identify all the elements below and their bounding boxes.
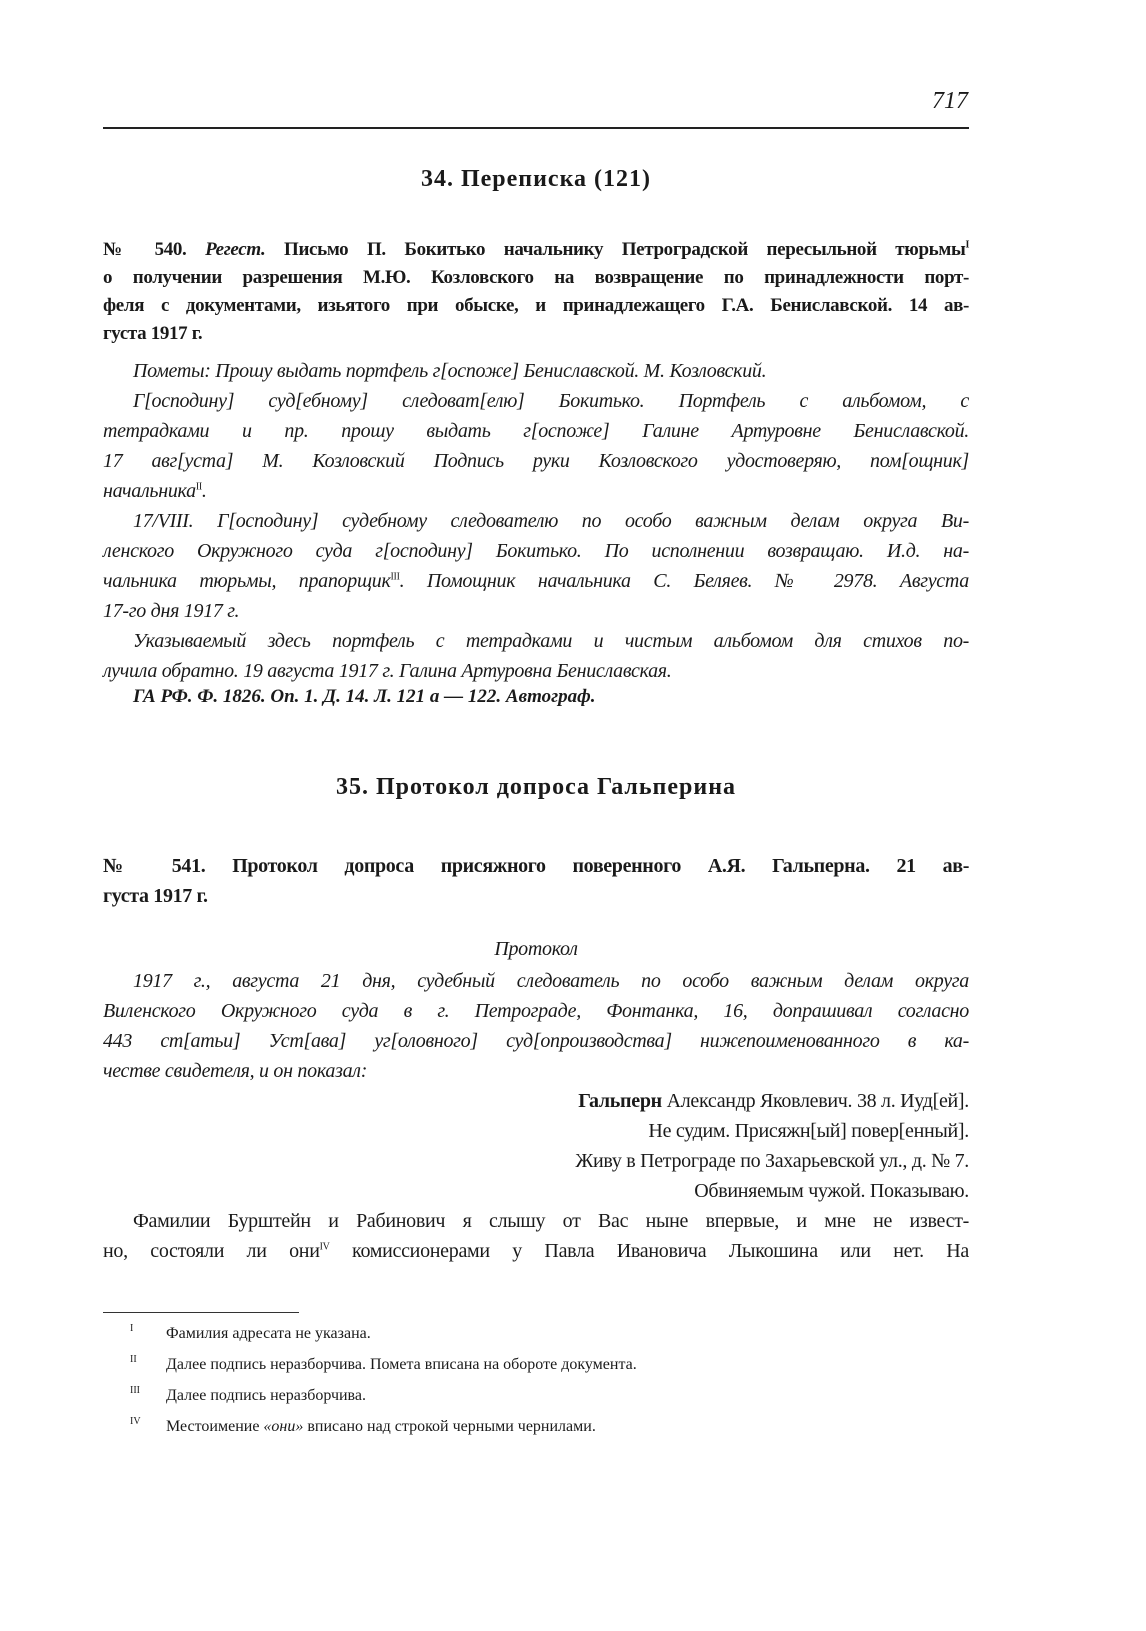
intro-line: 443 ст[атьи] Уст[ава] уг[оловного] суд[опроизводства] нижепоименованного в ка-: [103, 1030, 969, 1052]
doc-540-heading: [103, 236, 969, 348]
heading-line: феля с документами, изьятого при обыске, и принадлежащего Г.А. Бениславской. 14 ав-: [103, 295, 969, 316]
footnote-mark: IV: [130, 1416, 141, 1427]
testimony-line: Фамилии Бурштейн и Рабинович я слышу от Вас ныне впервые, и мне не извест-: [133, 1210, 969, 1232]
footnote-mark: III: [130, 1385, 140, 1396]
protocol-intro: [103, 966, 969, 1086]
footnote-mark: II: [130, 1354, 137, 1365]
note-line: 17-го дня 1917 г.: [103, 600, 240, 622]
section-35-title: 35. Протокол допроса Гальперина: [335, 774, 737, 800]
note-line: 17/VIII. Г[осподину] судебному следователю по особо важным делам округа Ви-: [133, 510, 969, 532]
witness-line: Живу в Петрограде по Захарьевской ул., д. № 7.: [575, 1150, 969, 1172]
testimony-text: комиссионерами у Павла Ивановича Лыкошина или нет. На: [329, 1240, 969, 1262]
witness-line: Обвиняемым чужой. Показываю.: [694, 1180, 969, 1202]
note-line: ленского Окружного суда г[осподину] Бокитько. По исполнении возвращаю. И.д. на-: [103, 540, 969, 562]
footnote-text: Далее подпись неразборчива. Помета вписана на обороте документа.: [166, 1356, 637, 1373]
heading-text: Письмо П. Бокитько начальнику Петроградской пересыльной тюрьмы: [265, 239, 966, 260]
footnote-rule: [103, 1312, 299, 1313]
footnote: [130, 1411, 637, 1442]
footnote-ref[interactable]: III: [390, 571, 400, 583]
heading-line: [103, 236, 969, 264]
header-rule: [103, 127, 969, 129]
note-line: 17 авг[уста] М. Козловский Подпись руки Козловского удостоверяю, пом[ощник]: [103, 450, 969, 472]
note-text: чальника тюрьмы, прапорщик: [103, 570, 391, 592]
intro-line: честве свидетеля, и он показал:: [103, 1060, 368, 1082]
witness-line: Не судим. Присяжн[ый] повер[енный].: [648, 1120, 969, 1142]
footnote-text: вписано над строкой черными чернилами.: [303, 1418, 596, 1435]
note-line: [103, 566, 969, 596]
note-text: начальника: [103, 480, 196, 502]
footnote: [130, 1380, 637, 1411]
heading-line: о получении разрешения М.Ю. Козловского на возвращение по принадлежности порт-: [103, 267, 969, 288]
section-34-title: 34. Переписка (121): [420, 166, 652, 192]
footnotes: [130, 1318, 637, 1442]
heading-line: густа 1917 г.: [103, 885, 208, 907]
footnote-emphasis: «они»: [263, 1418, 304, 1435]
heading-line: густа 1917 г.: [103, 323, 203, 344]
note-line: Г[осподину] суд[ебному] следоват[елю] Бокитько. Портфель с альбомом, с: [133, 390, 969, 412]
intro-line: 1917 г., августа 21 дня, судебный следователь по особо важным делам округа: [133, 970, 969, 992]
testimony: [103, 1206, 969, 1266]
witness-line: [103, 1086, 969, 1116]
note-line: лучила обратно. 19 августа 1917 г. Галина Артуровна Бениславская.: [103, 660, 672, 682]
footnote-text: Далее подпись неразборчива.: [166, 1387, 366, 1404]
note-text: . Помощник начальника С. Беляев. № 2978. Августа: [399, 570, 969, 592]
note-line: начальника$^{II}$.: [103, 480, 207, 502]
witness-text: Александр Яковлевич. 38 л. Иуд[ей].: [661, 1090, 969, 1112]
heading-line: № 541. Протокол допроса присяжного поверенного А.Я. Гальперна. 21 ав-: [103, 855, 969, 877]
footnote-text: Фамилия адресата не указана.: [166, 1325, 371, 1342]
testimony-text: но, состояли ли они: [103, 1240, 320, 1262]
note-line: тетрадками и пр. прошу выдать г[оспоже] Галине Артуровне Бениславской.: [103, 420, 969, 442]
footnote-mark: I: [130, 1323, 134, 1334]
doc-number: № 540.: [103, 239, 187, 260]
witness-details: [103, 1086, 969, 1206]
intro-line: Виленского Окружного суда в г. Петрограде, Фонтанка, 16, допрашивал согласно: [103, 1000, 969, 1022]
footnote-text: Местоимение: [166, 1418, 264, 1435]
footnote-ref[interactable]: I: [965, 239, 969, 251]
footnote: [130, 1349, 637, 1380]
doc-kind: Регест.: [205, 239, 266, 260]
protocol-title: Протокол: [494, 938, 578, 960]
footnote-ref[interactable]: II: [195, 481, 202, 493]
page-number: 717: [932, 88, 968, 114]
testimony-line: [103, 1236, 969, 1266]
doc-541-heading: [103, 851, 969, 911]
doc-540-notes: [103, 356, 969, 686]
archive-source: ГА РФ. Ф. 1826. Оп. 1. Д. 14. Л. 121 а — 122. Автограф.: [133, 686, 596, 707]
footnote-ref[interactable]: IV: [319, 1241, 330, 1253]
note-line: Пометы: Прошу выдать портфель г[оспоже] Бениславской. М. Козловский.: [133, 360, 767, 382]
note-line: Указываемый здесь портфель с тетрадками и чистым альбомом для стихов по-: [133, 630, 969, 652]
footnote: [130, 1318, 637, 1349]
witness-name: Гальперн: [578, 1090, 662, 1112]
